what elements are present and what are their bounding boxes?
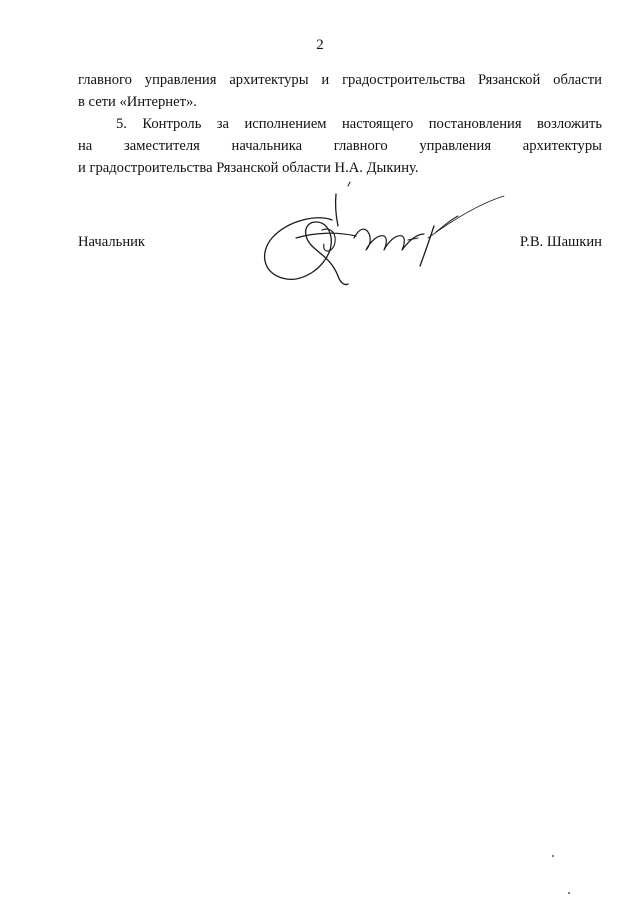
word: настоящего (341, 116, 414, 132)
word: заместителя (123, 138, 200, 154)
paragraph-1-line-2: в сети «Интернет». (78, 94, 197, 110)
page-number: 2 (316, 37, 324, 53)
signatory-position: Начальник (78, 234, 146, 250)
word: градостроительства (342, 72, 466, 88)
paragraph-2-line-2 (78, 135, 602, 157)
word: исполнением (244, 116, 327, 132)
scan-speck (552, 855, 554, 857)
word: Рязанской (478, 72, 541, 88)
handwritten-signature (258, 180, 508, 292)
paragraph-2-line-1 (78, 113, 602, 135)
list-number: 5. (116, 116, 127, 132)
word: на (78, 138, 93, 154)
word: возложить (536, 116, 602, 132)
signatory-name: Р.В. Шашкин (519, 234, 602, 250)
word: и (321, 72, 330, 88)
word: постановления (428, 116, 522, 132)
word: за (216, 116, 230, 132)
word: начальника (231, 138, 303, 154)
word: главного (333, 138, 388, 154)
word: управления (144, 72, 217, 88)
word: Контроль (142, 116, 202, 132)
word: управления (419, 138, 492, 154)
word: области (553, 72, 602, 88)
word: архитектуры (522, 138, 602, 154)
paragraph-1-line-1 (78, 69, 602, 91)
scan-speck (568, 892, 570, 894)
document-body (78, 69, 602, 179)
word: архитектуры (229, 72, 309, 88)
word: главного (78, 72, 132, 88)
paragraph-2-line-3: и градостроительства Рязанской области Н.А. Дыкину. (78, 160, 419, 176)
